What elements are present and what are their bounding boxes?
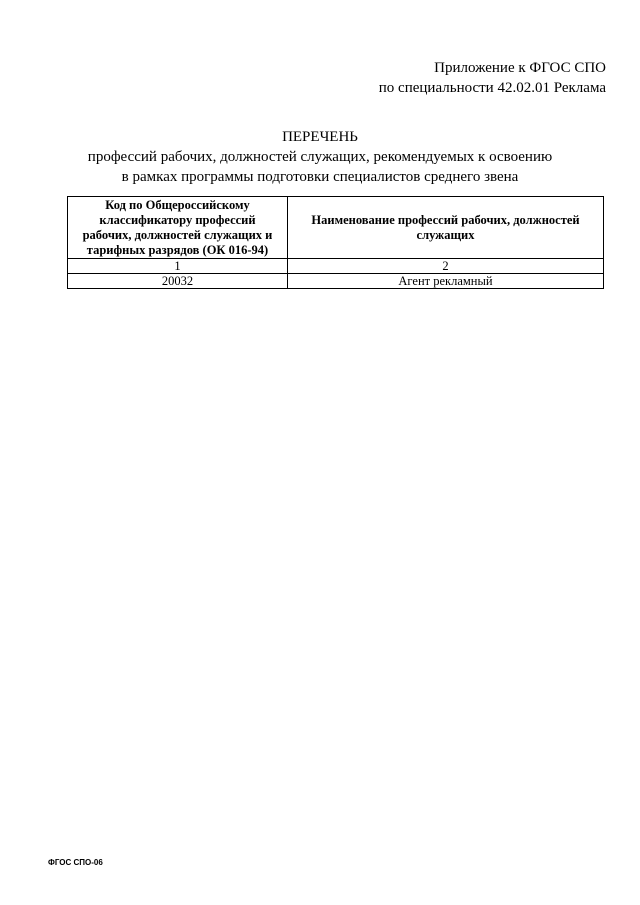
appendix-line-2: по специальности 42.02.01 Реклама	[378, 80, 606, 96]
profession-name-cell: Агент рекламный	[288, 274, 604, 289]
appendix-line-1: Приложение к ФГОС СПО	[434, 60, 606, 76]
table-row	[68, 274, 604, 289]
column-number-1: 1	[68, 259, 288, 274]
document-subtitle-line-1: профессий рабочих, должностей служащих, рекомендуемых к освоению	[87, 149, 553, 165]
appendix-note	[379, 58, 606, 98]
header-code-column: Код по Общероссийскому классификатору профессий рабочих, должностей служащих и тарифных разрядов (ОК 016-94)	[68, 197, 288, 259]
document-heading: ПЕРЕЧЕНЬ	[282, 129, 358, 145]
profession-code-cell: 20032	[68, 274, 288, 289]
document-title-block	[0, 127, 640, 187]
header-name-column: Наименование профессий рабочих, должностей служащих	[288, 197, 604, 259]
footer-label: ФГОС СПО-06	[48, 858, 103, 867]
document-subtitle-line-2: в рамках программы подготовки специалистов среднего звена	[121, 169, 519, 185]
professions-table	[67, 196, 604, 289]
column-number-2: 2	[288, 259, 604, 274]
table-column-numbers-row	[68, 259, 604, 274]
table-header-row	[68, 197, 604, 259]
